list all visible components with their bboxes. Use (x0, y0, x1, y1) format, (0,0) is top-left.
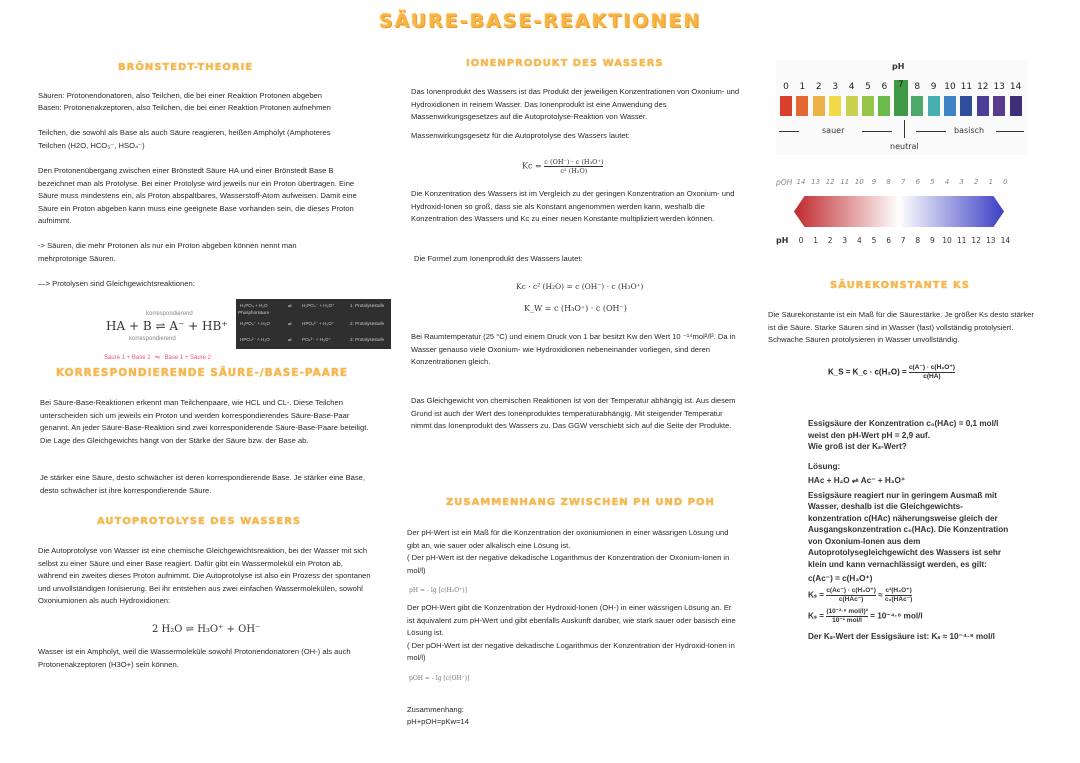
poh-tick-label: 9 (871, 178, 877, 186)
poh-tick-label: 12 (825, 178, 835, 186)
text-temperatur: Das Gleichgewicht von chemischen Reaktionen ist von der Temperatur abhängig ist. Aus diesem Grund ist auch der Wert des Ionenproduktes temperaturabhängig. Mit steigender Temperatur nimmt das Ionenprodukt des Wassers zu. Das GGW verschiebt sich auf die Seite der Produkte. (411, 396, 736, 431)
ks-numerator: c(A⁻) · c(H₃O⁺) (908, 364, 955, 371)
ph-color-block (813, 96, 825, 116)
example-line2: weist den pH-Wert pH = 2,9 auf. (808, 430, 931, 440)
ph-number: 13 (993, 82, 1005, 92)
poh-tick-label: 3 (959, 178, 964, 186)
poh-tick-label: 6 (915, 178, 921, 186)
poh-tick-label: 8 (886, 178, 891, 186)
fraction-3 (826, 608, 868, 625)
neutral-marker (904, 120, 905, 138)
f2-num: c²(H₃O⁺) (885, 586, 912, 594)
ph-tick-label: 7 (900, 236, 906, 245)
text-saeuren: Säuren: Protonendonatoren, also Teilchen, die bei einer Reaktion Protonen abgeben (38, 91, 322, 100)
ph-poh-bar (776, 176, 1036, 250)
example-conclusion: Der Kₛ-Wert der Essigsäure ist: Kₛ ≈ 10⁻⁴·⁸ mol/l (808, 631, 995, 641)
example-eq1: c(Ac⁻) = c(H₃O⁺) (808, 574, 873, 583)
row3-step: 3. Protolysestufe (350, 337, 385, 342)
ks-fraction (909, 364, 955, 381)
ph-neutral-label: neutral (890, 142, 919, 151)
row2-arrow: ⇌ (288, 321, 292, 326)
heading-korrespondierend: KORRESPONDIERENDE SÄURE-/BASE-PAARE (56, 367, 349, 379)
ph-tick-label: 12 (971, 236, 981, 245)
poh-tick-label: 5 (930, 178, 935, 186)
ph-number: 4 (848, 82, 855, 92)
poh-tick-label: 10 (854, 178, 864, 186)
text-autoprotolyse: Die Autoprotolyse von Wasser ist eine chemische Gleichgewichtsreaktion, bei der Wasser mit sich selbst zu einer Säure und einer Base reagiert. Dafür gibt ein Wassermolekül ein Proton ab, während ein zweites dieses Proton aufnimmt. Die Autoprotolyse ist also ein Prozess der spontanen und unvollständigen Ionisierung. Bei ihr entstehen aus zwei einfachen Wassermolekülen, sowohl Oxoniumionen als auch Hydroxidionen: (38, 546, 371, 606)
row2-right: HPO₄²⁻ + H₃O⁺ (302, 321, 335, 326)
page-title: SÄURE-BASE-REAKTIONEN (378, 10, 702, 32)
text-ampholyt: Teilchen, die sowohl als Base als auch Säure reagieren, heißen Ampholyt (Amphoteres Teilchen (H2O, HCO₃⁻, HSO₄⁻) (38, 128, 331, 150)
heading-bronstedt: BRÖNSTEDT-THEORIE (118, 62, 254, 73)
ph-color-block (796, 96, 808, 116)
kc-lhs: Kc = (522, 161, 542, 171)
example-ks-fraction-row (808, 587, 1038, 604)
poh-tick-label: 14 (796, 178, 806, 186)
ph-color-block (928, 96, 940, 116)
ph-tick-label: 1 (813, 236, 818, 245)
example-line3: Wie groß ist der Kₛ-Wert? (808, 442, 907, 451)
eq-caption (104, 346, 211, 364)
ph-number: 10 (944, 82, 956, 92)
poh-tick-label: 11 (840, 178, 850, 186)
example-ks-value-row (808, 608, 1038, 625)
ph-color-block (944, 96, 956, 116)
f3-num: (10⁻²·⁹ mol/l)² (826, 607, 868, 615)
row3-right: PO₄³⁻ + H₃O⁺ (302, 337, 331, 342)
formula-kw: K_W = c (H₃O⁺) · c (OH⁻) (524, 304, 627, 313)
ph-number: 8 (914, 82, 921, 92)
text-raumtemperatur: Bei Raumtemperatur (25 °C) und einem Druck von 1 bar besitzt Kw den Wert 10 ⁻¹⁴mol²/l². Da in Wasser genauso viele Oxonium- wie Hydroxidionen nebeneinander vorliegen, sind deren Konzentrationen gleich. (411, 332, 736, 367)
text-zusammenhang-formula: pH+pOH=pKw=14 (407, 717, 469, 726)
text-ionenprodukt: Das Ionenprodukt des Wassers ist das Produkt der jeweiligen Konzentrationen von Oxonium- und Hydroxidionen in reinem Wasser. Das Ionenprodukt ist eine Anwendung des Massenwirkungsgesetzes auf die Autoprotolyse-Reaktion von Wasser. (411, 87, 740, 122)
autoprotolyse-equation: 2 H₂O ⇌ H₃O⁺ + OH⁻ (152, 624, 261, 635)
formula-ph: pH = - lg [c(H₃O⁺)] (409, 587, 467, 594)
ks-label: Kₛ = (808, 611, 825, 621)
ph-scale-label: pH (892, 62, 905, 71)
example-line1: Essigsäure der Konzentration c₀(HAc) = 0,1 mol/l (808, 419, 999, 428)
poh-tick-label: 4 (944, 178, 950, 186)
f2-den: c₀(HAc⁻) (884, 595, 913, 603)
text-staerke: Je stärker eine Säure, desto schwächer ist deren korrespondierende Base. Je stärker eine Base, desto schwächer ist ihre korrespondierende Säure. (40, 473, 366, 495)
row1-right: H₂PO₄⁻ + H₃O⁺ (302, 303, 335, 308)
arrow-left-icon (916, 131, 946, 132)
text-gleichgewicht: —> Protolysen sind Gleichgewichtsreaktionen: (38, 279, 195, 288)
text-poh: Der pOH-Wert gibt die Konzentration der Hydroxid-Ionen (OH-) in einer wässrigen Lösung an. Er ist äquivalent zum pH-Wert und gibt ebenfalls Auskunft darüber, wie stark sauer oder basisch eine Lösung ist. ( Der pOH-Wert ist der negative dekadische Logarithmus der Konzentration der Hydroxid-Ionen in mol/l) (407, 603, 736, 663)
f3-den: 10⁻¹ mol/l (832, 616, 862, 624)
ph-number: 12 (977, 82, 989, 92)
poh-tick-label: 13 (811, 178, 821, 186)
ph-tick-label: 9 (930, 236, 935, 245)
ph-number: 2 (815, 82, 822, 92)
approx-sign: ≈ (878, 590, 883, 600)
poh-tick-label: 0 (1003, 178, 1008, 186)
ph-color-block (862, 96, 874, 116)
ph-color-block (911, 96, 923, 116)
phosphoric-acid-image (236, 299, 391, 349)
arrow-right-icon (996, 131, 1024, 132)
text-ph: Der pH-Wert ist ein Maß für die Konzentration der oxoniumionen in einer wässrigen Lösung und gibt an, wie sauer oder alkalisch eine Lösung ist. ( Der pH-Wert ist der negative dekadische Logarithmus der Konzentration der Oxonium-Ionen in mol/l) (407, 528, 730, 575)
ph-number: 6 (881, 82, 888, 92)
arrow-right-icon (862, 131, 892, 132)
protolysis-equation: HA + B ⇌ A⁻ + HB⁺ (106, 319, 228, 333)
kc-formula (522, 158, 603, 175)
ks-lhs: K_S = K_c · c(H₂O) = (828, 367, 907, 377)
heading-autoprotolyse: AUTOPROTOLYSE DES WASSERS (97, 516, 302, 527)
poh-label: pOH (776, 178, 793, 187)
ph-tick-label: 0 (798, 236, 804, 245)
ph-color-block (993, 96, 1005, 116)
ph-sauer-label: sauer (822, 126, 845, 135)
heading-saeurekonstante: SÄUREKONSTANTE KS (830, 280, 970, 291)
eq-caption-right: Base 1 + Säure 2 (164, 355, 212, 361)
ph-tick-label: 8 (915, 236, 921, 245)
ph-number: 0 (783, 82, 789, 92)
text-formel-intro: Die Formel zum Ionenprodukt des Wassers lautet: (414, 254, 583, 263)
ph-color-block (895, 96, 907, 116)
phosphoric-label: Phosphorsäure (238, 310, 270, 315)
row1-arrow: ⇌ (288, 303, 292, 308)
ph-basisch-label: basisch (954, 126, 985, 135)
f1-num: c(Ac⁻) · c(H₃O⁺) (826, 586, 876, 594)
text-teilchenpaare: Bei Säure-Base-Reaktionen erkennt man Teilchenpaare, wie HCL und CL-. Diese Teilchen unterscheiden sich um jeweils ein Proton und werden korrespondierendes Säure-Base-Paar genannt. An jeder Säure-Base-Reaktion sind zwei korresponiderende Säure-Base-Paare beteiligt. Die Lage des Gleichgewichts hängt von der Stärke der Säure bzw. der Base ab. (40, 398, 369, 445)
ks-denominator: c(HA) (923, 373, 941, 380)
ks-formula (828, 364, 955, 381)
f3-result: = 10⁻⁴·⁸ mol/l (870, 611, 923, 621)
poh-tick-label: 2 (973, 178, 979, 186)
ph-number: 3 (832, 82, 839, 92)
ph-number: 11 (960, 82, 973, 92)
example-reaction: HAc + H₂O ⇌ Ac⁻ + H₃O⁺ (808, 476, 906, 485)
kc-fraction (544, 158, 603, 175)
text-zusammenhang-label: Zusammenhang: (407, 705, 464, 714)
text-ampholyt-wasser: Wasser ist ein Ampholyt, weil die Wassermoleküle sowohl Protonendonatoren (OH-) als auch Protonenakzeptoren (H3O+) sein können. (38, 647, 351, 669)
eq-bottom-label: korrespondierend (129, 336, 176, 342)
eq-caption-left: Säure 1 + Base 2 (104, 355, 151, 361)
text-mehrprotonig: -> Säuren, die mehr Protonen als nur ein Proton abgeben können nennt man mehrprotonige Säuren. (38, 241, 297, 263)
ph-tick-label: 14 (1000, 236, 1011, 245)
ph-color-block (846, 96, 858, 116)
ph-color-block (1010, 96, 1022, 116)
ks-label: Kₛ = (808, 590, 825, 600)
eq-caption-arrow: ⇋ (155, 355, 161, 361)
heading-ionenprodukt: IONENPRODUKT DES WASSERS (466, 58, 664, 69)
row1-step: 1. Protolysestufe (350, 303, 385, 308)
ph-number: 14 (1009, 82, 1022, 92)
row2-step: 2. Protolysestufe (350, 321, 385, 326)
ph-tick-label: 11 (956, 236, 967, 245)
text-mwg: Massenwirkungsgesetz für die Autoprotolyse des Wassers lautet: (411, 131, 630, 140)
eq-top-label: korrespondierend (146, 311, 193, 317)
ph-tick-label: 4 (857, 236, 862, 245)
text-saeurekonstante: Die Säurekonstante ist ein Maß für die Säurestärke. Je größer Ks desto stärker ist die Säure. Starke Säuren sind in Wasser (fast) vollständig protolysiert. Schwache Säuren protolysieren in Wasser unvollständig. (768, 310, 1034, 345)
ph-number: 7 (894, 80, 908, 116)
formula-poh: pOH = - lg [c(OH⁻)] (409, 675, 470, 682)
ph-gradient-bar (794, 196, 1004, 227)
ph-number: 9 (930, 82, 937, 92)
ph-tick-label: 5 (871, 236, 877, 245)
loesung-label: Lösung: (808, 461, 841, 471)
text-basen: Basen: Protonenakzeptoren, also Teilchen, die bei einer Reaktion Protonen aufnehmen (38, 103, 331, 112)
kc-numerator: c (OH⁻) · c (H₃O⁺) (544, 158, 604, 166)
row1-left: H₃PO₄ + H₂O (240, 303, 268, 308)
heading-zusammenhang: ZUSAMMENHANG ZWISCHEN PH UND POH (446, 497, 715, 508)
ph-tick-label: 3 (842, 236, 848, 245)
ph-color-block (780, 96, 792, 116)
ph-tick-label: 6 (886, 236, 891, 245)
essigsaeure-example (808, 418, 1038, 642)
ph-color-block (878, 96, 890, 116)
ph-color-block (960, 96, 972, 116)
ph-color-block (977, 96, 989, 116)
row3-arrow: ⇌ (288, 337, 292, 342)
f1-den: c(HAc⁻) (838, 595, 864, 603)
example-text: Essigsäure reagiert nur in geringem Ausmaß mit Wasser, deshalb ist die Gleichgewichts-konzentration c(HAc) näherungsweise gleich der Ausgangskonzentration c₀(HAc). Die Konzentration von Oxonium-Ionen aus dem Autoprotolysegleichgewicht des Wassers ist sehr klein und kann vernachlässigt werden, es gilt: (808, 490, 1009, 569)
arrow-left-icon (779, 131, 799, 132)
row2-left: H₂PO₄⁻ + H₂O (240, 321, 270, 326)
formula-kc-kw: Kc · c² (H₂O) = c (OH⁻) · c (H₃O⁺) (516, 282, 644, 291)
fraction-1 (826, 587, 876, 604)
ph-number: 1 (799, 82, 806, 92)
poh-tick-label: 7 (900, 178, 906, 186)
text-protolyse: Den Protonenübergang zwischen einer Brönstedt Säure HA und einer Brönstedt Base B bezeichnet man als Protolyse. Bei einer Protolyse wird jeweils nur ein Proton übertragen. Eine Säure muss mindestens ein, als Proton abspaltbares, Wasserstoff-Atom aufweisen. Damit eine Säure ein Proton abgeben kann muss eine geeignete Base vorhanden sein, die dieses Proton aufnimmt. (38, 166, 357, 226)
fraction-2 (885, 587, 912, 604)
ph-tick-label: 10 (942, 236, 952, 245)
ph-label: pH (776, 236, 789, 245)
poh-tick-label: 1 (988, 178, 994, 186)
ph-tick-label: 13 (986, 236, 996, 245)
row3-left: HPO₄²⁻ + H₂O (240, 337, 270, 342)
ph-color-block (829, 96, 841, 116)
ph-color-scale (776, 60, 1028, 155)
text-konzentration-wasser: Die Konzentration des Wassers ist im Vergleich zu der geringen Konzentration an Oxonium- und Hydroxid-Ionen so groß, dass sie als Konstant angenommen werden kann, weshalb die Konzentration des Wassers und Kc zu einer neuen Konstante multipliziert werden können. (411, 189, 735, 224)
ph-number: 5 (865, 82, 871, 92)
ph-tick-label: 2 (827, 236, 833, 245)
kc-denominator: c² (H₂O) (560, 167, 588, 175)
